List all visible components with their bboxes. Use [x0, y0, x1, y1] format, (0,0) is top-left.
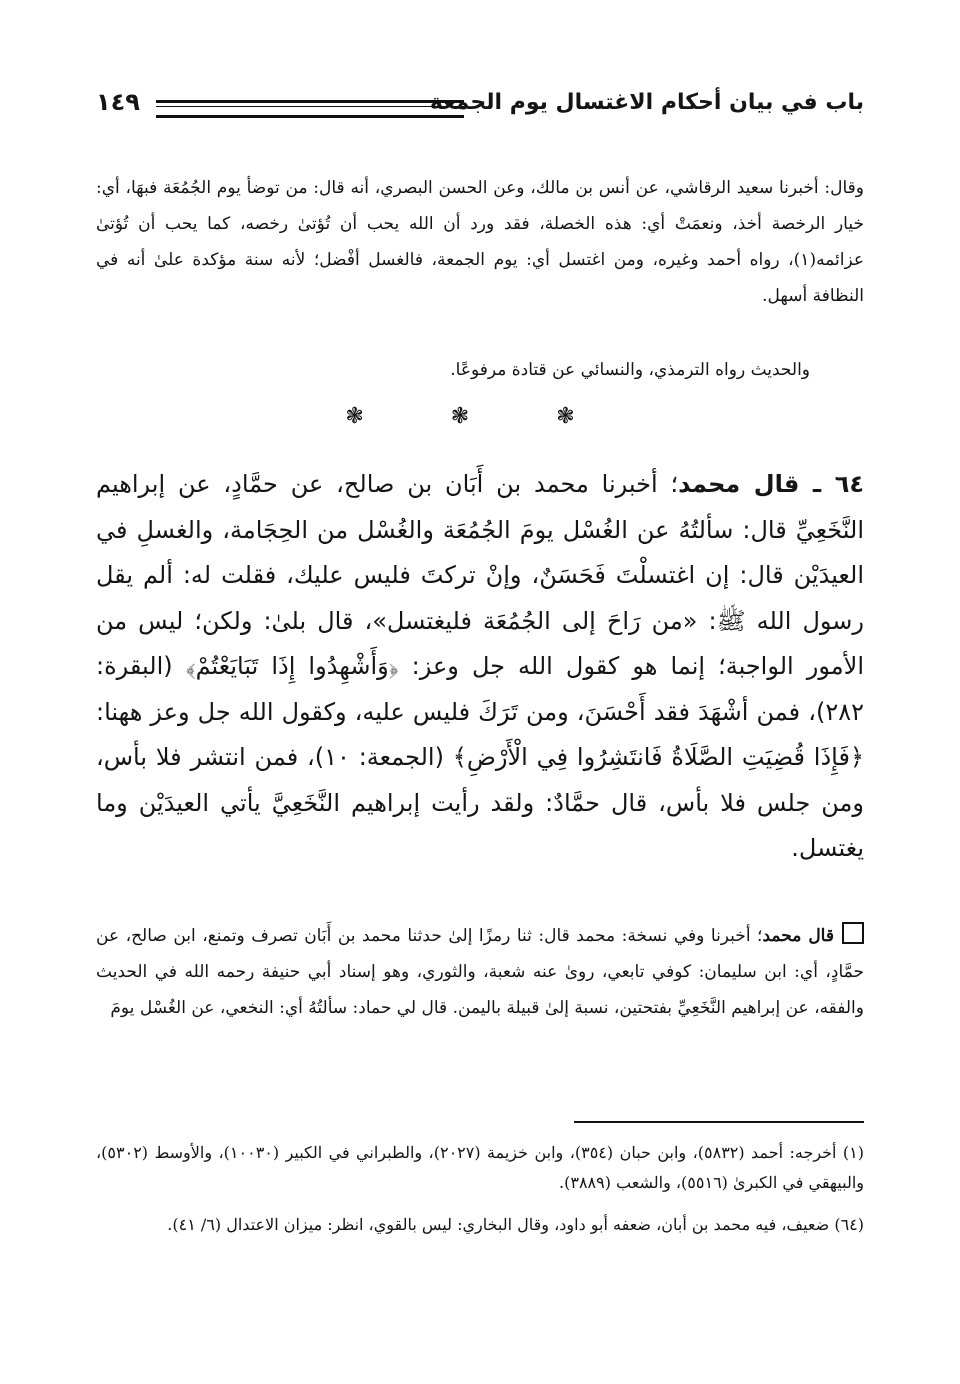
- section-separator: ❃ ❃ ❃: [345, 404, 615, 429]
- chapter-title: باب في بيان أحكام الاغتسال يوم الجمعة: [429, 90, 864, 115]
- commentary-text: ؛ أخبرنا وفي نسخة: محمد قال: ثنا رمزًا إلىٰ حدثنا محمد بن أَبَان تصرف وتمنع، ابن صالح، عن حمَّادٍ، أي: ابن سليمان: كوفي تابعي، روىٰ عنه شعبة، والثوري، وهو إسناد أبي حنيفة رحمه الله في الحديث والفقه، عن إبراهيم النَّخَعِيِّ بفتحتين، نسبة إلىٰ قبيلة باليمن. قال لي حماد: سألتُهُ أي: النخعي، عن الغُسْل يومَ: [96, 926, 864, 1018]
- square-marker-icon: [842, 922, 864, 944]
- page-header: [96, 86, 864, 126]
- commentary-paragraph-3: [96, 918, 864, 1026]
- hadith-number-lead: ٦٤ ـ قال محمد: [678, 470, 864, 498]
- hadith-text: ؛ أخبرنا محمد بن أَبَان بن صالح، عن حمَّادٍ، عن إبراهيم النَّخَعِيِّ قال: سألتُهُ عن الغُسْل يومَ الجُمُعَة والغُسْل من الحِجَامة، والغسلِ في العيدَيْن قال: إن اغتسلْتَ فَحَسَنٌ، وإنْ تركتَ فليس عليك، فقلت له: ألم يقل رسول الله ﷺ: «من رَاحَ إلى الجُمُعَة فليغتسل»، قال بلىٰ: ولكن؛ ليس من الأمور الواجبة؛ إنما هو كقول الله جل وعز: ﴿وَأَشْهِدُوا إِذَا تَبَايَعْتُمْ﴾ (البقرة: ٢٨٢)، فمن أشْهَدَ فقد أَحْسَنَ، ومن تَرَكَ فليس عليه، وكقول الله جل وعز ههنا: ﴿فَإِذَا قُضِيَتِ الصَّلَاةُ فَانتَشِرُوا فِي الْأَرْضِ﴾ (الجمعة: ١٠)، فمن انتشر فلا بأس، ومن جلس فلا بأس، قال حمَّادٌ: ولقد رأيت إبراهيم النَّخَعِيَّ يأتي العيدَيْن وما يغتسل.: [96, 470, 865, 862]
- page-number: ١٤٩: [96, 88, 140, 116]
- hadith-paragraph: [96, 462, 864, 872]
- footnote-1: (١) أخرجه: أحمد (٥٨٣٢)، وابن حبان (٣٥٤)، وابن خزيمة (٢٠٢٧)، والطبراني في الكبير (١٠٠٣٠)، والأوسط (٥٣٠٢)، والبيهقي في الكبرىٰ (٥٥١٦)، والشعب (٣٨٨٩).: [96, 1143, 865, 1192]
- commentary-paragraph-2: والحديث رواه الترمذي، والنسائي عن قتادة مرفوعًا.: [450, 360, 810, 380]
- header-rule: [156, 100, 464, 118]
- footnote-divider: [574, 1121, 864, 1123]
- commentary-paragraph-1: وقال: أخبرنا سعيد الرقاشي، عن أنس بن مالك، وعن الحسن البصري، أنه قال: من توضأ يوم الجُمُعَة فبهَا، أي: خيار الرخصة أخذ، ونعمَتْ أي: هذه الخصلة، فقد ورد أن الله يحب أن تُؤتىٰ رخصه، كما يحب أن تُؤتىٰ عزائمه(١)، رواه أحمد وغيره، ومن اغتسل أي: يوم الجمعة، فالغسل أفْضل؛ لأنه سنة مؤكدة علىٰ أنه في النظافة أسهل.: [96, 178, 864, 306]
- footnote-64: (٦٤) ضعيف، فيه محمد بن أبان، ضعفه أبو داود، وقال البخاري: ليس بالقوي، انظر: ميزان الاعتدال (٦/ ٤١).: [167, 1215, 864, 1234]
- commentary-lead: قال محمد: [762, 926, 834, 946]
